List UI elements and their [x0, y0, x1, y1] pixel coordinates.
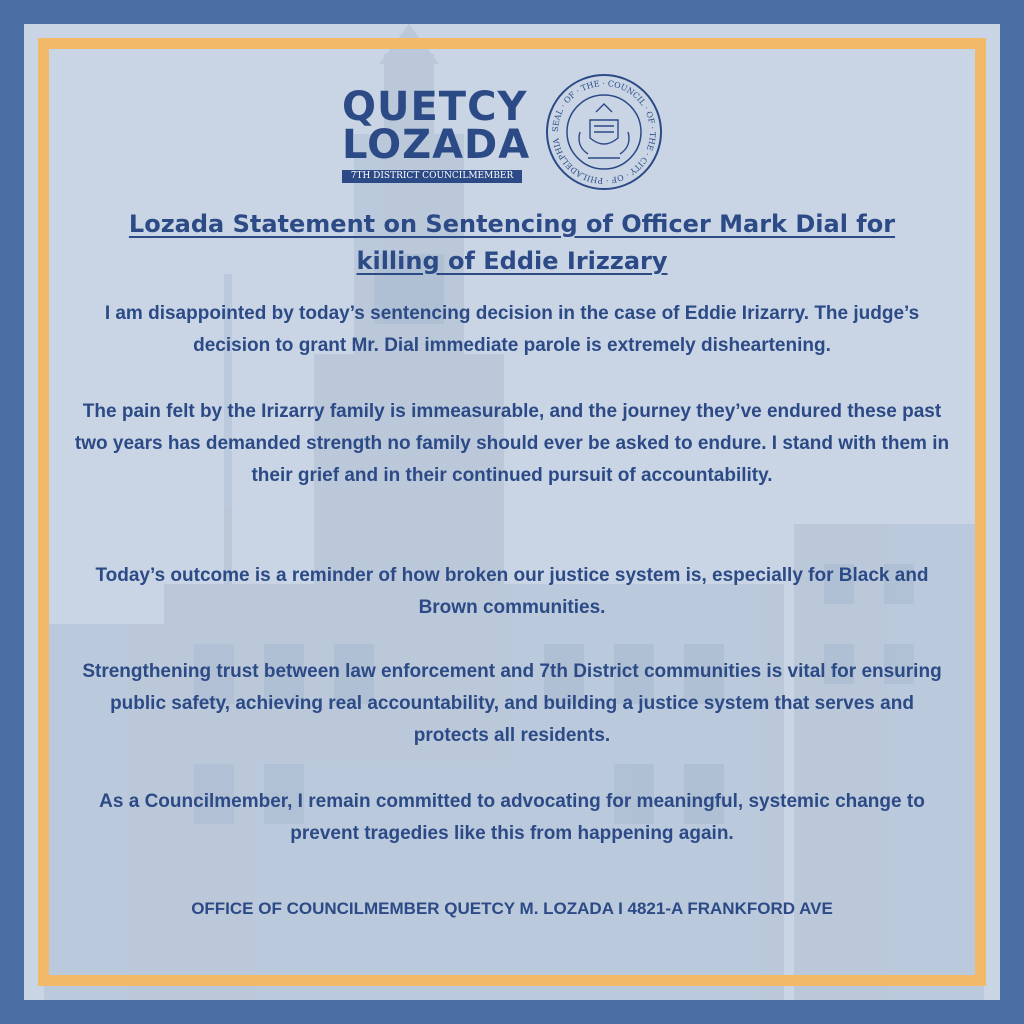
statement-paragraph-4: Strengthening trust between law enforcement and 7th District communities is vital for ensuring public safety, achieving real accountability, and building a justice system that serves and protects all residents. — [82, 661, 942, 746]
seal-text: SEAL · OF · THE · COUNCIL · OF · THE · CITY · OF · PHILADELPHIA — [550, 78, 658, 186]
statement-title: Lozada Statement on Sentencing of Officer Mark Dial for killing of Eddie Irizzary — [128, 210, 896, 275]
logo-subtitle: 7TH DISTRICT COUNCILMEMBER — [342, 170, 522, 183]
logo-last-name: LOZADA — [342, 122, 531, 168]
city-council-seal-icon — [544, 72, 664, 192]
logo-first-name: QUETCY — [342, 84, 528, 130]
office-address-footer: OFFICE OF COUNCILMEMBER QUETCY M. LOZADA I 4821-A FRANKFORD AVE — [191, 899, 833, 918]
statement-paragraph-2: The pain felt by the Irizarry family is immeasurable, and the journey they’ve endured these past two years has demanded strength no family should ever be asked to endure. I stand with them in their grief and in their continued pursuit of accountability. — [74, 401, 950, 486]
councilmember-logo — [342, 84, 531, 183]
statement-paragraph-3: Today’s outcome is a reminder of how broken our justice system is, especially for Black and Brown communities. — [95, 565, 929, 618]
statement-paragraph-1: I am disappointed by today’s sentencing decision in the case of Eddie Irizarry. The judge’s decision to grant Mr. Dial immediate parole is extremely disheartening. — [104, 303, 920, 356]
statement-paragraph-5: As a Councilmember, I remain committed to advocating for meaningful, systemic change to prevent tragedies like this from happening again. — [99, 791, 925, 844]
